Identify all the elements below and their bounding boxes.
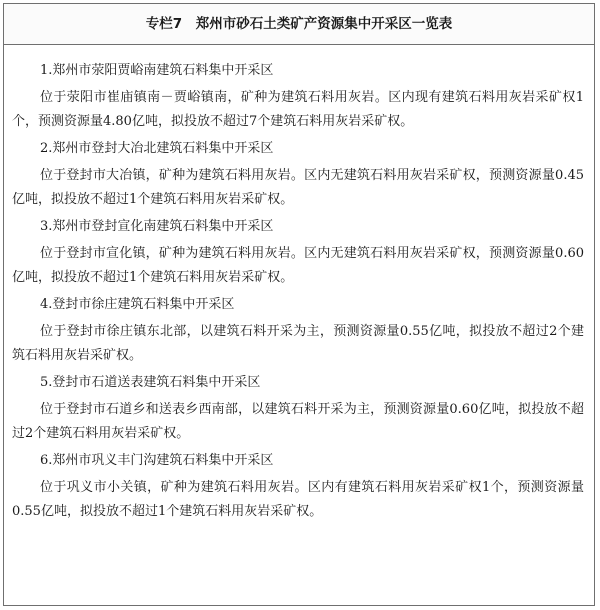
section-6: [12, 449, 584, 524]
section-text: 位于登封市石道乡和送表乡西南部，以建筑石料开采为主，预测资源量0.60亿吨，拟投放不超过2个建筑石料用灰岩采矿权。: [12, 402, 584, 441]
section-heading: 3.郑州市登封宣化南建筑石料集中开采区: [40, 219, 274, 234]
box-title: 专栏7 郑州市砂石土类矿产资源集中开采区一览表: [4, 4, 594, 45]
section-heading: 4.登封市徐庄建筑石料集中开采区: [40, 297, 235, 312]
section-text: 位于登封市宣化镇，矿种为建筑石料用灰岩。区内无建筑石料用灰岩采矿权，预测资源量0.60亿吨，拟投放不超过1个建筑石料用灰岩采矿权。: [12, 246, 584, 285]
section-5: [12, 371, 584, 446]
section-heading: 1.郑州市荥阳贾峪南建筑石料集中开采区: [40, 63, 274, 78]
section-heading: 6.郑州市巩义丰门沟建筑石料集中开采区: [40, 453, 274, 468]
section-2: [12, 137, 584, 212]
section-text: 位于登封市徐庄镇东北部，以建筑石料开采为主，预测资源量0.55亿吨，拟投放不超过2个建筑石料用灰岩采矿权。: [12, 324, 584, 363]
section-text: 位于荥阳市崔庙镇南－贾峪镇南，矿种为建筑石料用灰岩。区内现有建筑石料用灰岩采矿权1个，预测资源量4.80亿吨，拟投放不超过7个建筑石料用灰岩采矿权。: [12, 90, 584, 129]
section-heading: 2.郑州市登封大冶北建筑石料集中开采区: [40, 141, 274, 156]
section-1: [12, 59, 584, 134]
box-content: [4, 45, 594, 524]
section-text: 位于登封市大冶镇，矿种为建筑石料用灰岩。区内无建筑石料用灰岩采矿权，预测资源量0.45亿吨，拟投放不超过1个建筑石料用灰岩采矿权。: [12, 168, 584, 207]
section-4: [12, 293, 584, 368]
section-3: [12, 215, 584, 290]
section-text: 位于巩义市小关镇，矿种为建筑石料用灰岩。区内有建筑石料用灰岩采矿权1个，预测资源量0.55亿吨，拟投放不超过1个建筑石料用灰岩采矿权。: [12, 480, 584, 519]
info-box: [3, 3, 595, 606]
section-heading: 5.登封市石道送表建筑石料集中开采区: [40, 375, 261, 390]
